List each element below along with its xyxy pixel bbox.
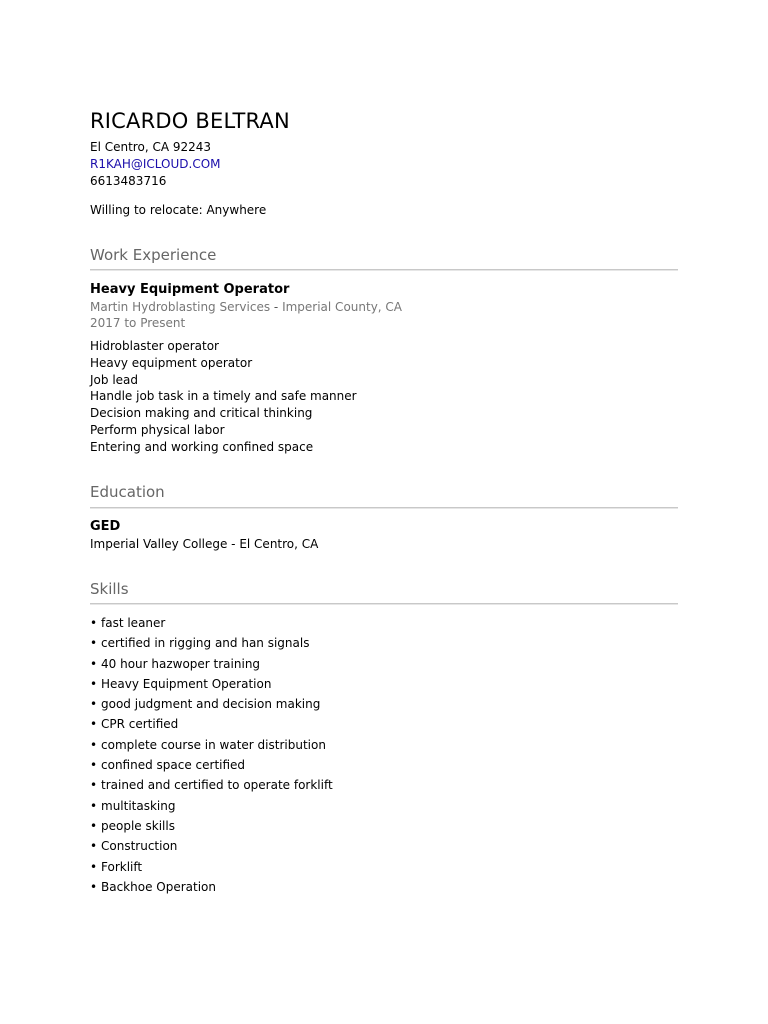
skill-text: CPR certified	[101, 717, 179, 732]
list-item	[90, 857, 333, 877]
skill-text: certified in rigging and han signals	[101, 636, 310, 651]
bullet-glyph: •	[90, 879, 98, 894]
bullet-glyph: •	[90, 839, 98, 854]
list-item: Perform physical labor	[90, 422, 225, 437]
skill-text: multitasking	[101, 798, 176, 813]
skill-text: good judgment and decision making	[101, 697, 321, 712]
section-divider	[90, 269, 678, 271]
candidate-email-link[interactable]: R1KAH@ICLOUD.COM	[90, 157, 221, 171]
candidate-name: RICARDO BELTRAN	[90, 109, 290, 133]
job-separator: -	[270, 300, 283, 314]
skill-text: Forklift	[101, 859, 143, 874]
list-item: Heavy equipment operator	[90, 355, 253, 370]
bullet-glyph: •	[90, 697, 98, 712]
skill-text: Heavy Equipment Operation	[101, 676, 272, 691]
list-item: Decision making and critical thinking	[90, 406, 313, 421]
list-item: Entering and working confined space	[90, 439, 314, 454]
relocation-statement: Willing to relocate: Anywhere	[90, 203, 267, 217]
list-item	[90, 613, 333, 633]
section-divider	[90, 507, 678, 509]
bullet-glyph: •	[90, 778, 98, 793]
job-location: Imperial County, CA	[282, 300, 403, 314]
list-item: Job lead	[90, 372, 138, 387]
bullet-glyph: •	[90, 717, 98, 732]
list-item	[90, 654, 333, 674]
skill-text: fast leaner	[101, 616, 166, 630]
list-item	[90, 674, 333, 694]
list-item	[90, 633, 333, 653]
bullet-glyph: •	[90, 656, 98, 671]
work-experience-heading: Work Experience	[90, 246, 217, 264]
list-item: Handle job task in a timely and safe manner	[90, 389, 357, 404]
education-heading: Education	[90, 483, 165, 501]
bullet-glyph: •	[90, 818, 98, 833]
skill-text: confined space certified	[101, 758, 246, 773]
candidate-location: El Centro, CA 92243	[90, 140, 212, 154]
skill-text: trained and certified to operate forklift	[101, 778, 333, 793]
bullet-glyph: •	[90, 798, 98, 813]
bullet-glyph: •	[90, 676, 98, 691]
list-item	[90, 694, 333, 714]
degree-title: GED	[90, 519, 121, 534]
section-divider	[90, 603, 678, 605]
bullet-glyph: •	[90, 616, 98, 630]
skills-list	[90, 613, 333, 897]
list-item	[90, 816, 333, 836]
skill-text: complete course in water distribution	[101, 737, 326, 752]
list-item: Hidroblaster operator	[90, 339, 219, 353]
job-dates: 2017 to Present	[90, 316, 186, 330]
skill-text: Construction	[101, 839, 178, 854]
list-item	[90, 796, 333, 816]
bullet-glyph: •	[90, 758, 98, 773]
list-item	[90, 877, 333, 897]
school-name: Imperial Valley College - El Centro, CA	[90, 537, 319, 551]
bullet-glyph: •	[90, 859, 98, 874]
list-item	[90, 735, 333, 755]
skill-text: people skills	[101, 818, 175, 833]
job-employer-line	[90, 299, 402, 315]
list-item	[90, 836, 333, 856]
bullet-glyph: •	[90, 636, 98, 651]
candidate-phone: 6613483716	[90, 174, 167, 188]
list-item	[90, 755, 333, 775]
skills-heading: Skills	[90, 580, 129, 598]
skill-text: 40 hour hazwoper training	[101, 656, 261, 671]
skill-text: Backhoe Operation	[101, 879, 216, 894]
job-company: Martin Hydroblasting Services	[90, 300, 271, 314]
list-item	[90, 775, 333, 795]
list-item	[90, 714, 333, 734]
job-title: Heavy Equipment Operator	[90, 282, 290, 297]
job-duties-list	[90, 338, 357, 456]
bullet-glyph: •	[90, 737, 98, 752]
